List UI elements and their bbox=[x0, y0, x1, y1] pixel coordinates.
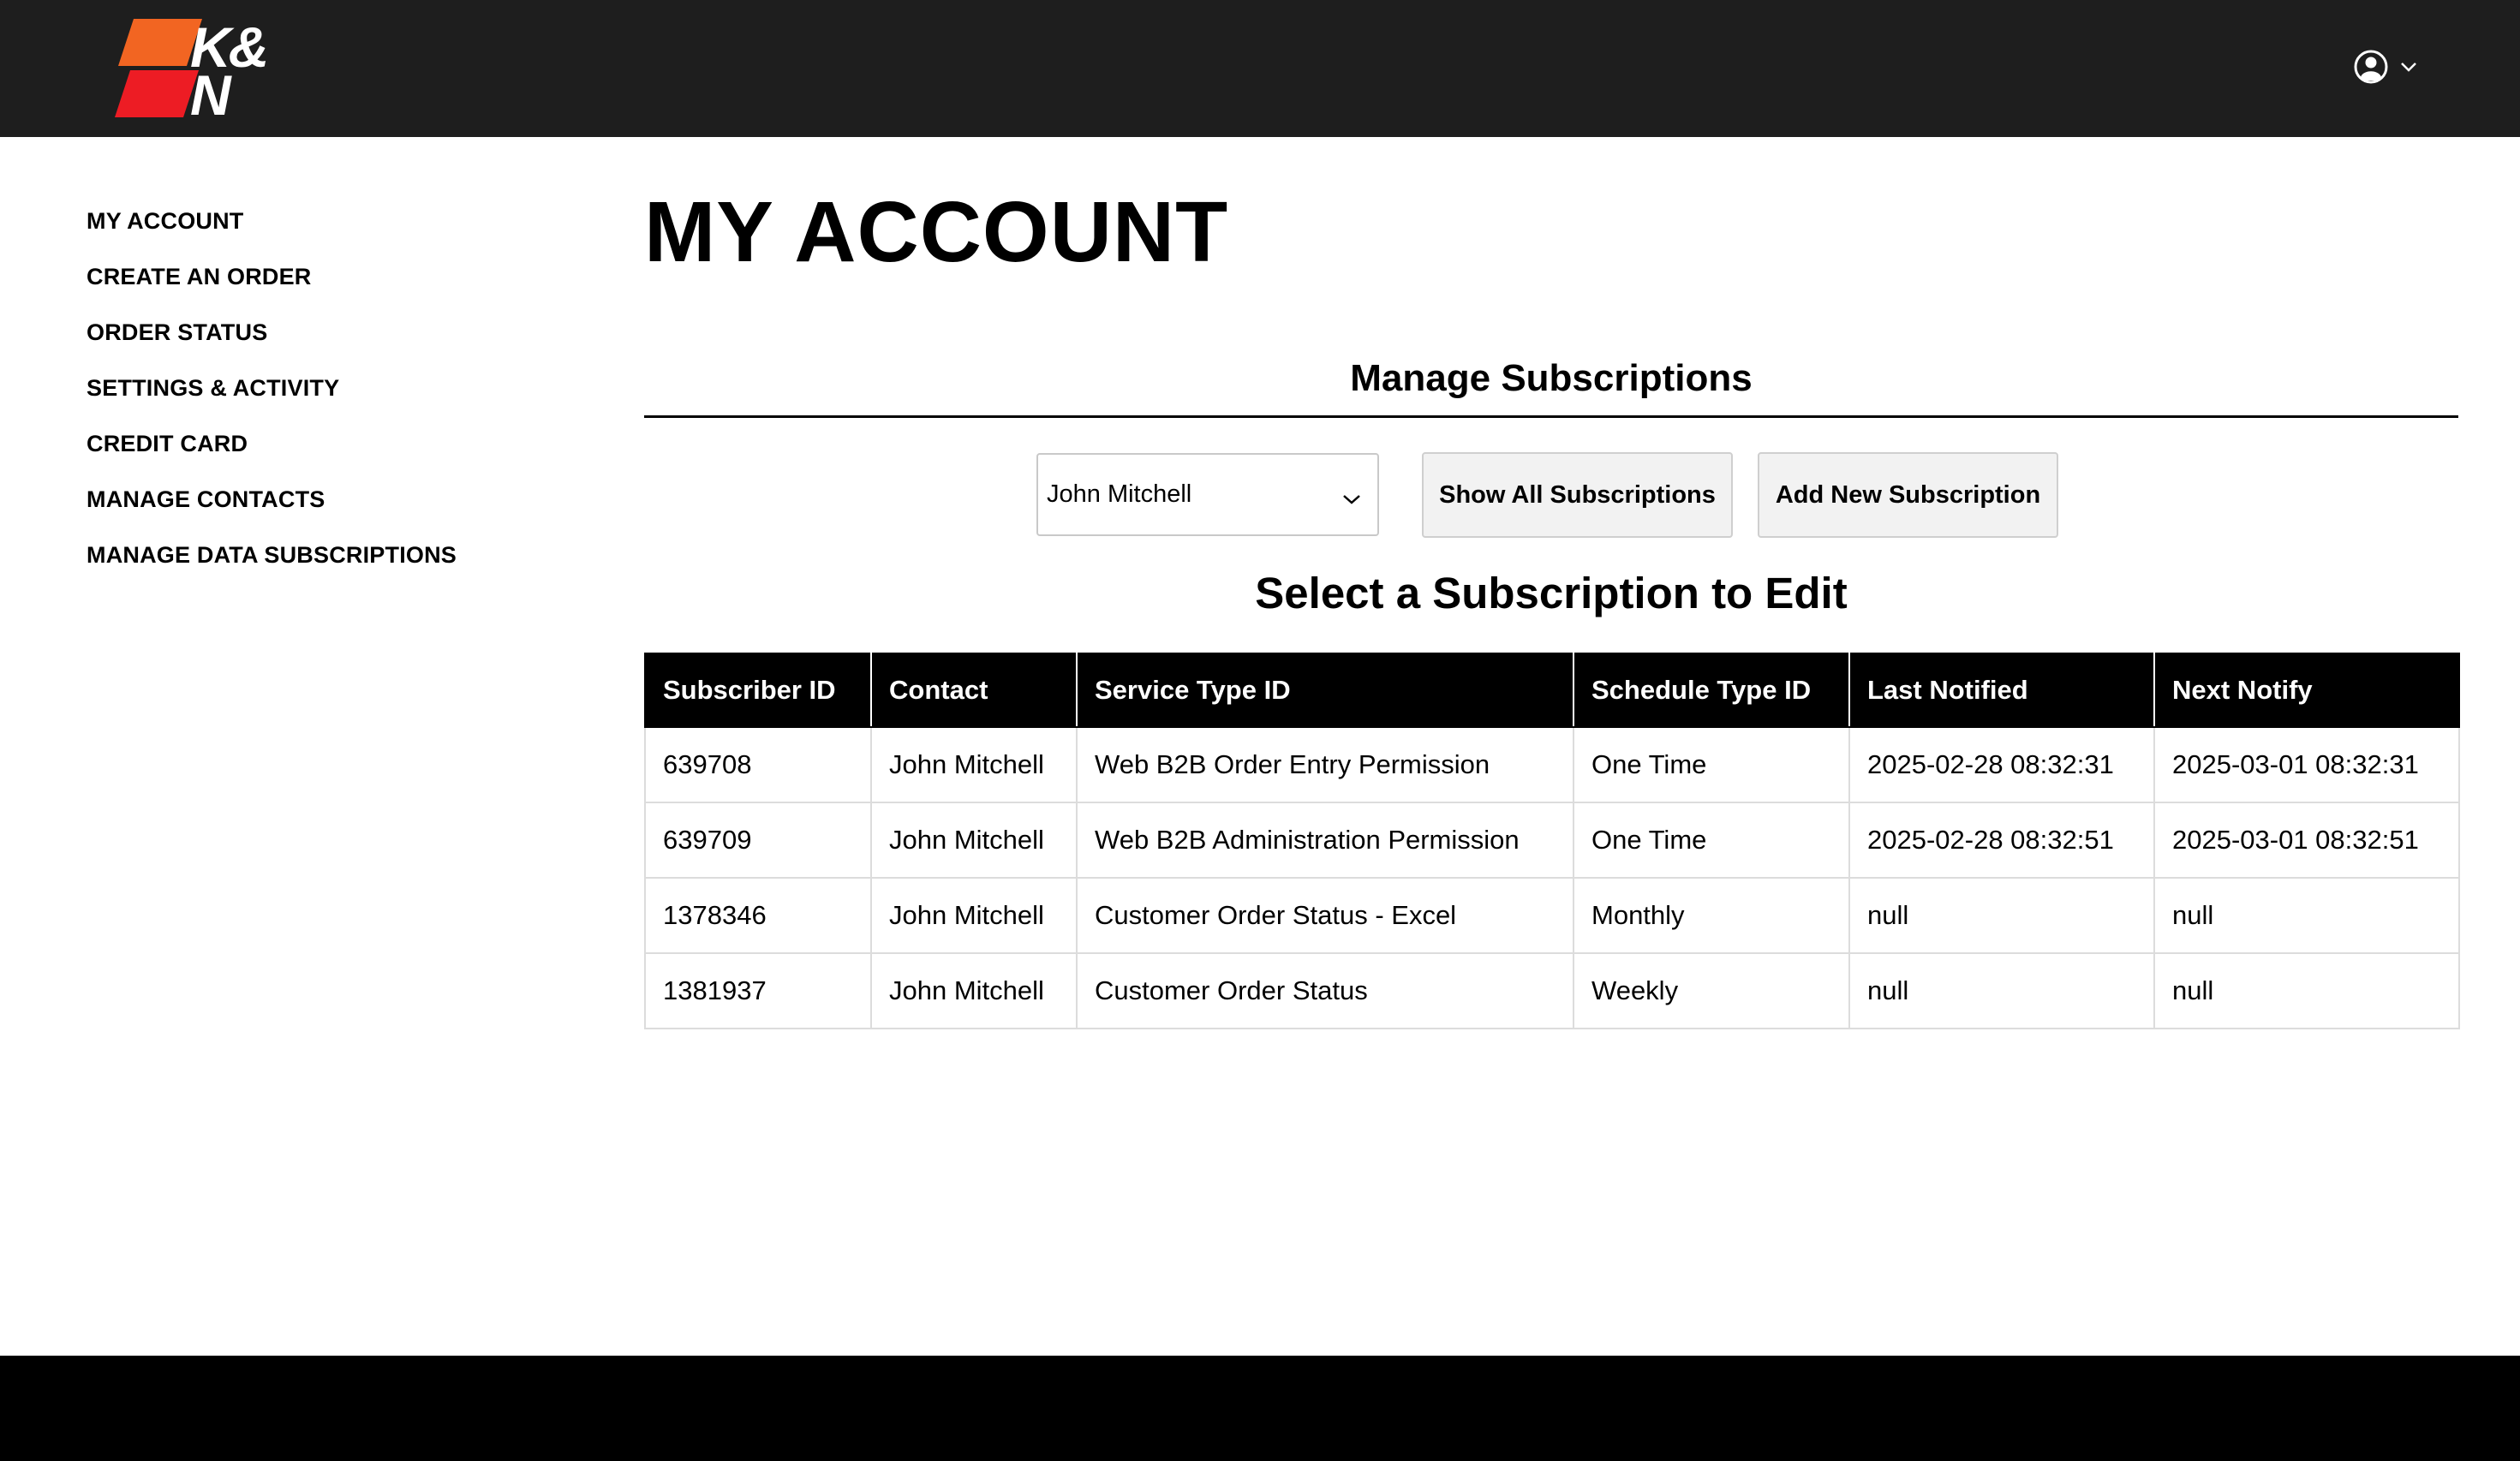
table-cell[interactable]: 2025-03-01 08:32:51 bbox=[2154, 802, 2459, 878]
kn-logo[interactable] bbox=[115, 19, 317, 118]
table-cell[interactable]: Web B2B Order Entry Permission bbox=[1077, 727, 1574, 802]
table-cell[interactable]: Customer Order Status - Excel bbox=[1077, 878, 1574, 953]
column-header: Last Notified bbox=[1849, 653, 2154, 727]
table-title: Select a Subscription to Edit bbox=[1255, 569, 1848, 617]
sidebar-item-manage-data-subscriptions[interactable]: MANAGE DATA SUBSCRIPTIONS bbox=[87, 542, 457, 568]
table-cell[interactable]: null bbox=[2154, 878, 2459, 953]
table-cell[interactable]: Customer Order Status bbox=[1077, 953, 1574, 1029]
table-cell[interactable]: Web B2B Administration Permission bbox=[1077, 802, 1574, 878]
show-all-subscriptions-button[interactable]: Show All Subscriptions bbox=[1422, 452, 1733, 538]
page-footer bbox=[0, 1356, 2520, 1461]
svg-text:K&: K& bbox=[190, 19, 267, 79]
column-header: Next Notify bbox=[2154, 653, 2459, 727]
kn-logo-mark bbox=[115, 19, 317, 118]
table-header-row bbox=[645, 653, 2459, 727]
column-header: Contact bbox=[871, 653, 1077, 727]
table-cell[interactable]: John Mitchell bbox=[871, 878, 1077, 953]
sidebar-item-settings-activity[interactable]: SETTINGS & ACTIVITY bbox=[87, 375, 340, 401]
table-cell[interactable]: null bbox=[2154, 953, 2459, 1029]
table-cell[interactable]: One Time bbox=[1574, 802, 1849, 878]
table-cell[interactable]: 2025-03-01 08:32:31 bbox=[2154, 727, 2459, 802]
sidebar-item-credit-card[interactable]: CREDIT CARD bbox=[87, 431, 248, 456]
table-cell[interactable]: Weekly bbox=[1574, 953, 1849, 1029]
table-cell[interactable]: 639708 bbox=[645, 727, 871, 802]
table-cell[interactable]: John Mitchell bbox=[871, 802, 1077, 878]
column-header: Schedule Type ID bbox=[1574, 653, 1849, 727]
table-cell[interactable]: null bbox=[1849, 878, 2154, 953]
table-cell[interactable]: One Time bbox=[1574, 727, 1849, 802]
sidebar-item-my-account[interactable]: MY ACCOUNT bbox=[87, 208, 244, 234]
chevron-down-icon bbox=[2400, 61, 2417, 76]
table-cell[interactable]: 1381937 bbox=[645, 953, 871, 1029]
sidebar-item-order-status[interactable]: ORDER STATUS bbox=[87, 319, 268, 345]
table-row[interactable] bbox=[645, 878, 2459, 953]
subscriptions-table bbox=[644, 653, 2460, 1029]
user-circle-icon bbox=[2354, 50, 2388, 88]
section-title: Manage Subscriptions bbox=[1350, 357, 1753, 399]
table-row[interactable] bbox=[645, 953, 2459, 1029]
page-title: MY ACCOUNT bbox=[644, 184, 1229, 280]
table-cell[interactable]: 2025-02-28 08:32:51 bbox=[1849, 802, 2154, 878]
table-cell[interactable]: Monthly bbox=[1574, 878, 1849, 953]
contact-select[interactable] bbox=[1036, 453, 1379, 536]
table-cell[interactable]: 2025-02-28 08:32:31 bbox=[1849, 727, 2154, 802]
column-header: Subscriber ID bbox=[645, 653, 871, 727]
column-header: Service Type ID bbox=[1077, 653, 1574, 727]
table-cell[interactable]: 1378346 bbox=[645, 878, 871, 953]
table-row[interactable] bbox=[645, 727, 2459, 802]
add-new-subscription-button[interactable]: Add New Subscription bbox=[1758, 452, 2058, 538]
chevron-down-icon bbox=[1341, 484, 1362, 512]
table-cell[interactable]: John Mitchell bbox=[871, 727, 1077, 802]
table-cell[interactable]: null bbox=[1849, 953, 2154, 1029]
table-row[interactable] bbox=[645, 802, 2459, 878]
contact-select-value: John Mitchell bbox=[1047, 480, 1192, 508]
user-menu[interactable] bbox=[2354, 48, 2417, 89]
table-cell[interactable]: 639709 bbox=[645, 802, 871, 878]
top-header bbox=[0, 0, 2520, 137]
table-cell[interactable]: John Mitchell bbox=[871, 953, 1077, 1029]
sidebar-item-create-order[interactable]: CREATE AN ORDER bbox=[87, 264, 312, 289]
svg-text:N: N bbox=[190, 63, 231, 118]
account-sidebar bbox=[87, 206, 457, 595]
section-divider bbox=[644, 415, 2458, 418]
sidebar-item-manage-contacts[interactable]: MANAGE CONTACTS bbox=[87, 486, 325, 512]
